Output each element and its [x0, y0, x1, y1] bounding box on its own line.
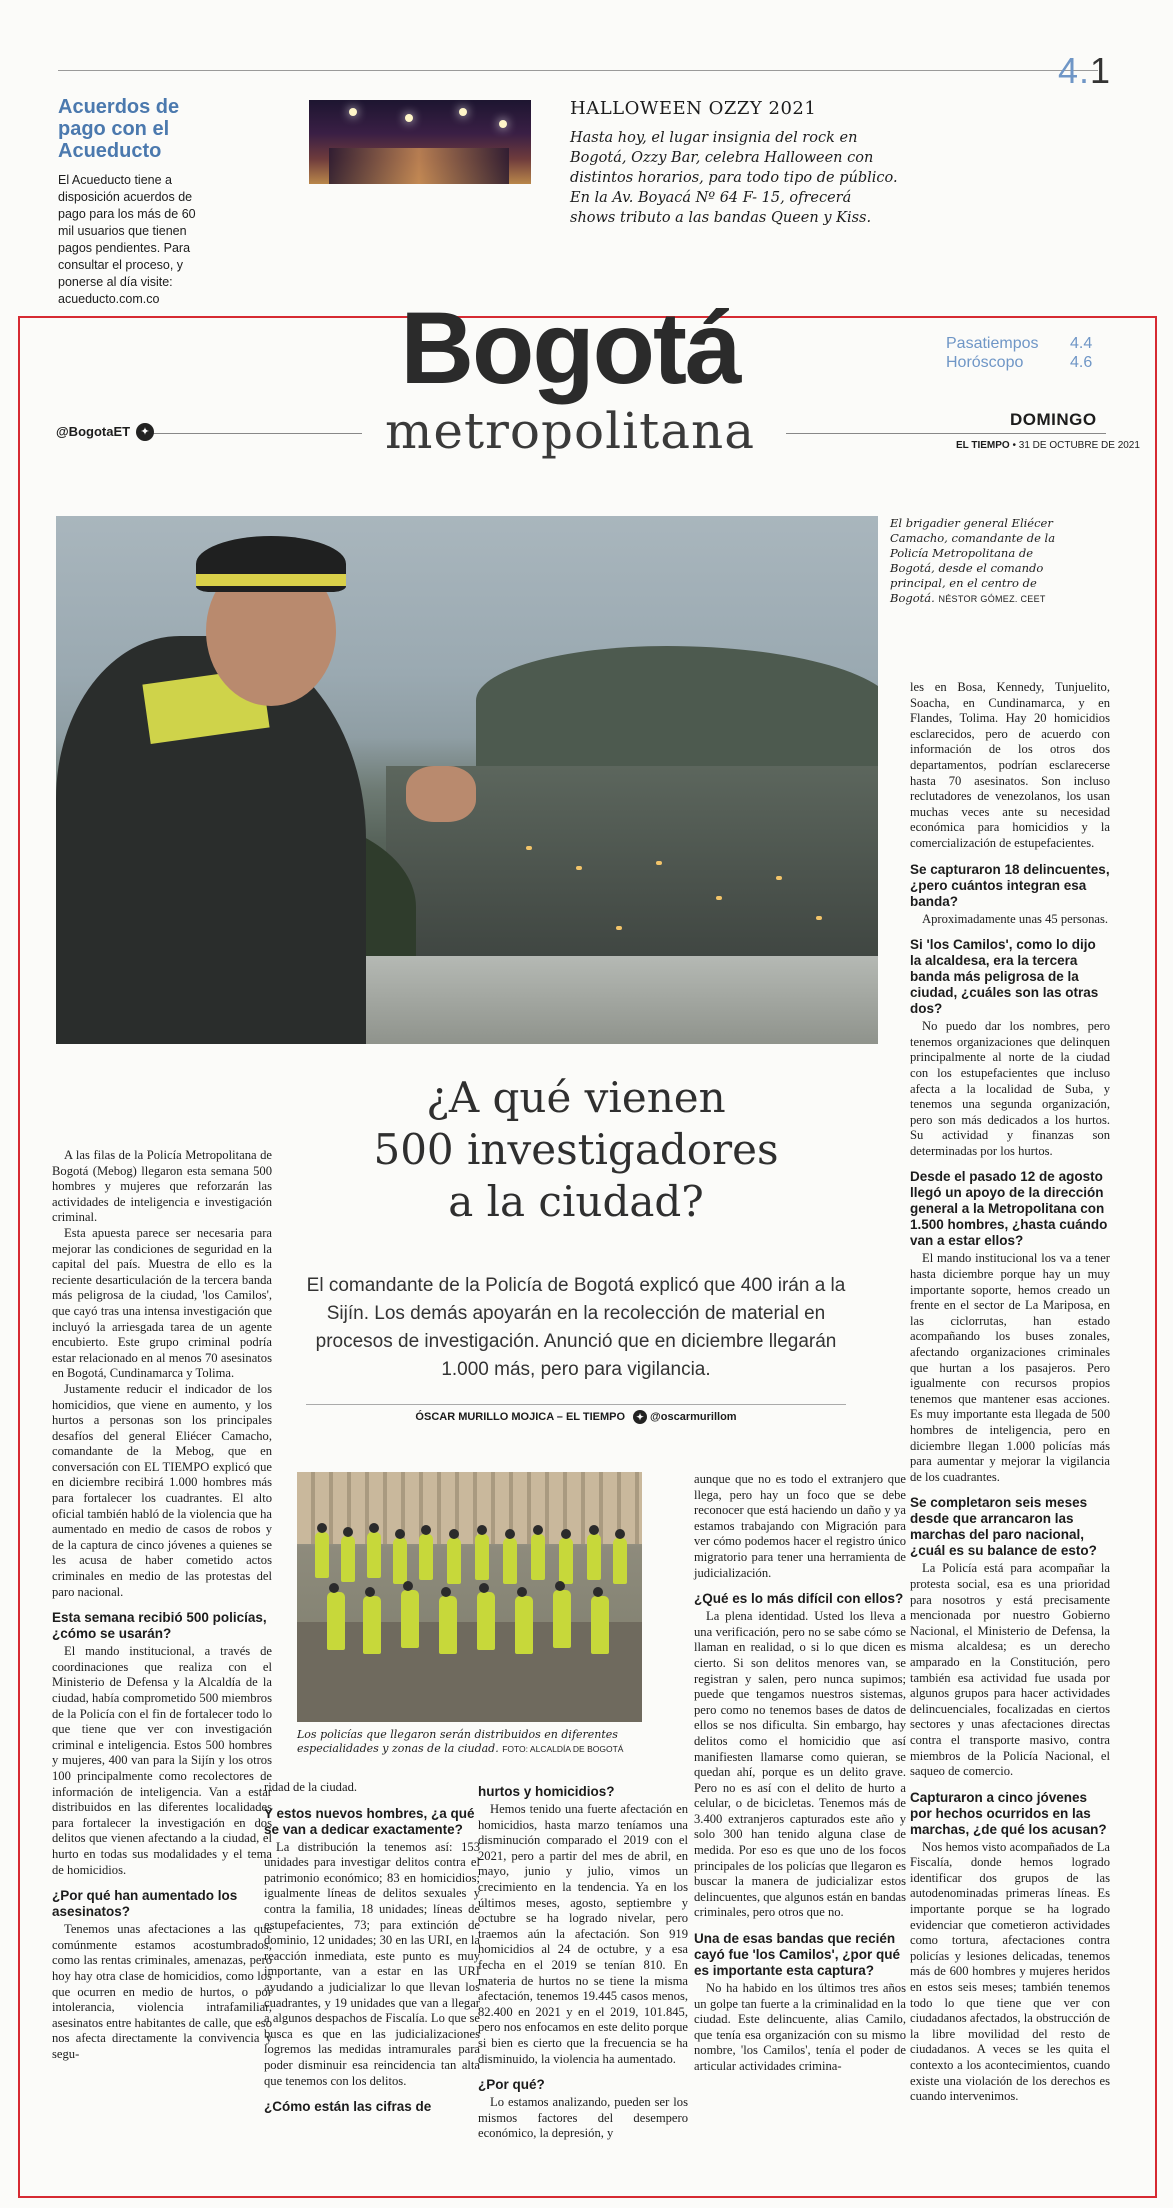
- author-name: ÓSCAR MURILLO MOJICA – EL TIEMPO: [415, 1410, 626, 1423]
- top-rule: [58, 70, 1098, 71]
- question-heading: Se capturaron 18 delincuentes, ¿pero cuántos integran esa banda?: [910, 861, 1110, 909]
- teaser-acueducto-title[interactable]: Acuerdos de pago con el Acueducto: [58, 96, 180, 162]
- twitter-icon[interactable]: ✦: [136, 423, 154, 441]
- byline-rule: [306, 1404, 846, 1405]
- article-column-3: hurtos y homicidios? Hemos tenido una fuerte afectación en homicidios, hasta marzo teníamos una disminución comparado el 2019 con el 2021, pero a partir del mes de abril, en mayo, junio y julio, vimos un crecimiento en la tendencia. Ya en los últimos meses, agosto, septiembre y octubre se ha logrado nivelar, pero traemos aún la afectación. Son 919 homicidios al 24 de octubre, y a esa fecha en el 2019 se tenían 810. En materia de hurtos no se tiene la misma afectación, tenemos 19.445 casos menos, 82.400 en 2021 y en el 2019, 101.845, pero nos enfocamos en este delito porque si bien es cierto que la frecuencia se ha disminuido, la violencia ha aumentado. ¿Por qué? Lo estamos analizando, pueden ser los mismos factores del desempero económico, la depresión, y: [478, 1784, 688, 2141]
- question-heading: Esta semana recibió 500 policías, ¿cómo se usarán?: [52, 1610, 267, 1642]
- question-heading: Desde el pasado 12 de agosto llegó un apoyo de la dirección general a la Metropolitana con 1.500 hombres, ¿hasta cuándo van a estar ellos?: [910, 1169, 1108, 1249]
- weekday: DOMINGO: [1010, 410, 1097, 429]
- index-item-horoscopo[interactable]: Horóscopo 4.6: [946, 354, 1093, 371]
- question-heading: Si 'los Camilos', como lo dijo la alcaldesa, era la tercera banda más peligrosa de la ciudad, ¿cuáles son las otras dos?: [910, 937, 1099, 1017]
- cadets-caption: Los policías que llegaron serán distribuidos en diferentes especialidades y zonas de la ciudad. FOTO: ALCALDÍA DE BOGOTÁ: [297, 1728, 624, 1755]
- section-index: [946, 334, 1092, 372]
- hero-photo: [56, 516, 878, 1044]
- question-heading: Capturaron a cinco jóvenes por hechos ocurridos en las marchas, ¿de qué los acusan?: [910, 1789, 1107, 1837]
- hero-caption: El brigadier general Eliécer Camacho, comandante de la Policía Metropolitana de Bogotá, desde el comando principal, en el centro de Bogotá. NÉSTOR GÓMEZ. CEET: [890, 516, 1056, 605]
- index-item-pasatiempos[interactable]: Pasatiempos 4.4: [946, 335, 1093, 352]
- article-column-4: aunque que no es todo el extranjero que llega, pero hay un foco que se debe reconocer que está haciendo un daño y ya estamos trabajando con Migración para ver cómo podemos hacer el registro único migratorio para tener una herramienta de judicialización. ¿Qué es lo más difícil con ellos? La plena identidad. Usted los lleva a una verificación, pero no se sabe cómo se llaman en realidad, o si lo que dicen es cierto. Si son delitos menores van, se registran y salen, pero nunca supimos; puede que tengamos nuestros sistemas, pero como no tenemos bases de datos de ellos se nos dificulta. Sin embargo, hay delitos como el homicidio que así manifiesten llamarse como quieran, se quedan ahí, porque es un delito grave. Pero no es así con el delito de hurto a celular, o de bicicletas. Tenemos más de 3.400 extranjeros capturados este año y solo 300 han tenido alguna clase de medida. Por eso es que uno de los focos principales de los policías que llegaron es buscar la manera de judicializar estos delincuentes, que algunos están en bandas criminales, pero otros que no. Una de esas bandas que recién cayó fue 'los Camilos', ¿por qué es importante esta captura? No ha habido en los últimos tres años un golpe tan fuerte a la criminalidad en la ciudad. Este delincuente, alias Camilo, que tenía esa organización con su mismo nombre, 'los Camilos', tenía el poder de articular actividades crimina-: [694, 1472, 906, 2073]
- question-heading: ¿Por qué?: [478, 2077, 545, 2093]
- question-heading: ¿Por qué han aumentado los asesinatos?: [52, 1888, 238, 1920]
- question-heading: Y estos nuevos hombres, ¿a qué se van a dedicar exactamente?: [264, 1805, 475, 1837]
- question-heading: Se completaron seis meses desde que arrancaron las marchas del paro nacional, ¿cuál es su balance de esto?: [910, 1495, 1097, 1559]
- section-subhead: metropolitana: [384, 402, 756, 460]
- section-masthead: Bogotá: [400, 291, 740, 405]
- page-number: 4.1: [1057, 50, 1111, 91]
- question-heading: ¿Cómo están las cifras de: [264, 2099, 432, 2115]
- article-column-2: ridad de la ciudad. Y estos nuevos hombres, ¿a qué se van a dedicar exactamente? La distribución la tenemos así: 153 unidades para investigar delitos contra el patrimonio económico; 83 en homicidios; igualmente líneas de delitos sexuales y contra la familia, 18 unidades; líneas de estupefacientes, 73; para extinción de dominio, 12 unidades; 30 en las URI, en la reacción inmediata, este punto es muy importante, van a estar en las URI ayudando a judicializar lo que llevan los cuadrantes, y 19 unidades que van a llegar a algunos despachos de Fiscalía. Lo que se busca es que en las judicializaciones logremos las medidas intramurales para poder disminuir esa reincidencia tan alta que tenemos con los delitos. ¿Cómo están las cifras de: [264, 1780, 480, 2115]
- twitter-handle[interactable]: @BogotaET: [56, 424, 131, 439]
- masthead-rule-right: [786, 433, 1106, 434]
- dateline: EL TIEMPO • 31 DE OCTUBRE DE 2021: [956, 440, 1140, 451]
- teaser-acueducto-body: El Acueducto tiene a disposición acuerdos de pago para los más de 60 mil usuarios que tienen pagos pendientes. Para consultar el proceso, y ponerse al día visite: acueducto.com.co: [58, 173, 196, 306]
- teaser-halloween-title[interactable]: HALLOWEEN OZZY 2021: [570, 98, 817, 119]
- article-column-5: les en Bosa, Kennedy, Tunjuelito, Soacha, en Cundinamarca, y en Flandes, Tolima. Hay 20 homicidios esclarecidos, pero de acuerdo con información de los otros dos departamentos, podrían esclarecerse hasta 70 asesinatos. Son incluso reclutadores de venezolanos, los usan muchas veces ante su necesidad económica para homicidios y la comercialización de estupefacientes. Se capturaron 18 delincuentes, ¿pero cuántos integran esa banda? Aproximadamente unas 45 personas. Si 'los Camilos', como lo dijo la alcaldesa, era la tercera banda más peligrosa de la ciudad, ¿cuáles son las otras dos? No puedo dar los nombres, pero tenemos organizaciones que delinquen principalmente al norte de la ciudad con los estupefacientes que incluso afecta a la localidad de Suba, y tenemos una segunda organización, pero son más dedicados a los hurtos. Su actividad y finanzas son determinadas por los hurtos. Desde el pasado 12 de agosto llegó un apoyo de la dirección general a la Metropolitana con 1.500 hombres, ¿hasta cuándo van a estar ellos? El mando institucional los va a tener hasta diciembre porque hay un muy importante soporte, hemos creado un frente en el sector de La Mariposa, en las ciclorrutas, han estado acompañando los buses zonales, afectando organizaciones criminales que hurtan a los pasajeros. Pero igualmente con recursos propios tenemos que mantener esas acciones. Es muy importante esta llegada de 500 hombres de inteligencia, pero en diciembre llegan 1.000 policías más para aumentar y mejorar la vigilancia de los cuadrantes. Se completaron seis meses desde que arrancaron las marchas del paro nacional, ¿cuál es su balance de esto? La Policía está para acompañar la protesta social, esa es una prioridad para nosotros y está precisamente mencionada por nuestro Gobierno Nacional, el Ministerio de Defensa, la misma alcaldesa; es un derecho amparado en la Constitución, pero también esa actividad fue usada por algunos grupos para hacer actividades delincuenciales, focalizadas en ciertos sectores y unas afectaciones directas contra el transporte masivo, contra miembros de la Policía Nacional, el saqueo de comercio. Capturaron a cinco jóvenes por hechos ocurridos en las marchas, ¿de qué los acusan? Nos hemos visto acompañados de La Fiscalía, donde hemos logrado identificar dos grupos de las autodenominadas primeras líneas. Es importante porque se ha logrado evidenciar que cometieron actividades como tortura, afectaciones contra policías y lesiones delicadas, tenemos más de 600 hombres y mujeres heridos en estos seis meses; también tenemos todo lo que tiene que ver con ciudadanos afectados, la obstrucción de la libre movilidad del resto de ciudadanos. A veces se les quita el contexto a los acontecimientos, cuando existe una violación de los derechos es cuando intervenimos.: [910, 680, 1110, 2104]
- question-heading: Una de esas bandas que recién cayó fue 'los Camilos', ¿por qué es importante esta captura?: [694, 1931, 900, 1979]
- teaser-concert-photo: [309, 100, 531, 184]
- teaser-halloween-body: Hasta hoy, el lugar insignia del rock en Bogotá, Ozzy Bar, celebra Halloween con distintos horarios, para todo tipo de público. En la Av. Boyacá Nº 64 F- 15, ofrecerá shows tributo a las bandas Queen y Kiss.: [570, 130, 898, 226]
- byline: [306, 1410, 846, 1424]
- article-column-1: A las filas de la Policía Metropolitana de Bogotá (Mebog) llegaron esta semana 500 hombres y mujeres que reforzarán las actividades de inteligencia e investigación criminal. Esta apuesta parece ser necesaria para mejorar las condiciones de seguridad en la capital del país. Muestra de ello es la reciente desarticulación de la tercera banda más peligrosa de la ciudad, 'los Camilos', que cayó tras una intensa investigación que incluyó la arriesgada tarea de un agente encubierto. Este grupo criminal podría estar relacionado en al menos 70 asesinatos en Bogotá, Cundinamarca y Tolima. Justamente reducir el indicador de los homicidios, que viene en aumento, y los hurtos a personas son los principales desafíos del general Eliécer Camacho, comandante de la Mebog, que en conversación con EL TIEMPO explicó que en diciembre recibirá 1.000 hombres más para fortalecer los cuadrantes. El alto oficial también habló de la violencia que ha aumentado en medio de casos de robos y de la captura de cinco jóvenes a quienes se les acusa de haber cometido actos criminales en medio de las protestas del paro nacional. Esta semana recibió 500 policías, ¿cómo se usarán? El mando institucional, a través de coordinaciones que realiza con el Ministerio de Defensa y la Alcaldía de la ciudad, había comprometido 500 miembros de la Policía con el fin de fortalecer todo lo que tiene que ver con investigación criminal e inteligencia. Estos 500 hombres y mujeres, 400 van para la Sijín y los otros 100 principalmente como recolectores de información de inteligencia. Van a estar distribuidos en las diferentes localidades para fortalecer la investigación en dos delitos que vienen afectando a la ciudad, el hurto en todas sus modalidades y el tema de homicidios. ¿Por qué han aumentado los asesinatos? Tenemos unas afectaciones a las que comúnmente estamos acostumbrados, como las rentas criminales, amenazas, pero hoy hay otra clase de homicidios, como los que ocurren en medio de hurtos, o por intolerancia, violencia intrafamiliar, asesinatos entre habitantes de calle, que eso nos afecta directamente la convivencia y segu-: [52, 1148, 272, 2061]
- article-deck: El comandante de la Policía de Bogotá explicó que 400 irán a la Sijín. Los demás apoyarán en la recolección de material en procesos de investigación. Anunció que en diciembre llegarán 1.000 más, pero para vigilancia.: [306, 1275, 846, 1380]
- cadets-credit: FOTO: ALCALDÍA DE BOGOTÁ: [502, 1744, 624, 1754]
- article-headline: ¿A qué vienen 500 investigadores a la ciudad?: [373, 1073, 779, 1226]
- author-twitter: @oscarmurillom: [650, 1410, 737, 1423]
- hero-credit: NÉSTOR GÓMEZ. CEET: [938, 594, 1046, 604]
- cadets-photo: [297, 1472, 642, 1722]
- question-heading: ¿Qué es lo más difícil con ellos?: [694, 1591, 904, 1607]
- question-heading: hurtos y homicidios?: [478, 1784, 615, 1799]
- author-twitter-icon: ✦: [633, 1410, 647, 1424]
